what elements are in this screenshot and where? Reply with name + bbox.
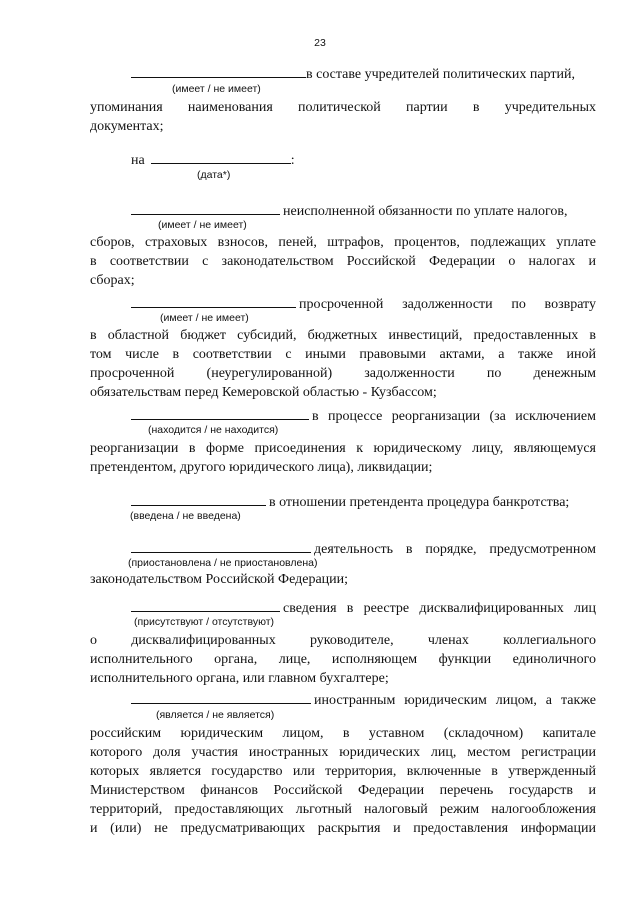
- section-9-line: которого доля участия иностранных юридических лиц, местом регистрации: [90, 745, 596, 760]
- section-4-tail: просроченной задолженности по возврату: [299, 297, 596, 312]
- section-8-line: исполнительного органа, лице, исполняющем функции единоличного: [90, 652, 596, 667]
- section-9-line: российским юридическим лицом, в уставном (складочном) капитале: [90, 726, 596, 741]
- section-tax-obligations: [90, 201, 596, 288]
- section-1-body: [90, 98, 596, 136]
- section-9-line: Министерством финансов Российской Федерации перечень государств и: [90, 783, 596, 798]
- section-3-line: в соответствии с законодательством Российской Федерации о налогах и: [90, 254, 596, 269]
- hint-suspended: (приостановлена / не приостановлена): [128, 557, 318, 569]
- section-2-prefix: на: [131, 153, 145, 168]
- section-1-line: документах;: [90, 119, 164, 134]
- hint-has: (имеет / не имеет): [160, 312, 249, 324]
- section-4-line: обязательствам перед Кемеровской областью - Кузбассом;: [90, 385, 437, 400]
- section-3-body: [90, 233, 596, 290]
- fill-blank-date[interactable]: [151, 150, 291, 164]
- section-3-tail: неисполненной обязанности по уплате налогов,: [283, 204, 568, 219]
- fill-blank-suspension[interactable]: [131, 539, 311, 553]
- section-5-line: реорганизации в форме присоединения к юридическому лицу, являющемуся: [90, 441, 596, 456]
- section-6-tail: в отношении претендента процедура банкротства;: [269, 495, 570, 510]
- section-4-line: просроченной (неурегулированной) задолженности по денежным: [90, 366, 596, 381]
- fill-blank-disqualified-registry[interactable]: [131, 598, 280, 612]
- section-9-line: территорий, предоставляющих льготный налоговый режим налогообложения: [90, 802, 596, 817]
- section-7-line: законодательством Российской Федерации;: [90, 572, 349, 587]
- section-8-body: [90, 631, 596, 688]
- hint-has: (имеет / не имеет): [172, 83, 261, 95]
- hint-is: (является / не является): [156, 709, 275, 721]
- section-5-line: претендентом, другого юридического лица), ликвидации;: [90, 460, 433, 475]
- section-foreign-entity: [90, 690, 596, 836]
- section-suspension: [90, 539, 596, 587]
- section-reorganization: [90, 406, 596, 475]
- section-1-line: упоминания наименования политической партии в учредительных: [90, 100, 596, 115]
- section-8-line: исполнительного органа, или главном бухгалтере;: [90, 671, 389, 686]
- section-disqualified-registry: [90, 598, 596, 686]
- section-bankruptcy: [90, 492, 596, 522]
- section-8-line: о дисквалифицированных руководителе, членах коллегиального: [90, 633, 596, 648]
- section-date: [90, 150, 596, 181]
- section-4-body: [90, 326, 596, 402]
- section-2-tail: :: [290, 153, 295, 168]
- hint-located: (находится / не находится): [148, 424, 279, 436]
- section-8-tail: сведения в реестре дисквалифицированных лиц: [283, 601, 596, 616]
- section-3-line: сборах;: [90, 273, 135, 288]
- fill-blank-foreign-entity[interactable]: [131, 690, 311, 704]
- hint-introduced: (введена / не введена): [130, 510, 241, 522]
- section-9-line: и (или) не предусматривающих раскрытия и предоставления информации: [90, 821, 596, 836]
- hint-date: (дата*): [197, 169, 231, 181]
- section-9-tail: иностранным юридическим лицом, а также: [314, 693, 596, 708]
- fill-blank-reorganization[interactable]: [131, 406, 309, 420]
- section-4-line: том числе в соответствии с иными правовыми актами, а также иной: [90, 347, 596, 362]
- section-7-body: [90, 570, 596, 589]
- fill-blank-has-party-founders[interactable]: [131, 64, 306, 78]
- section-9-body: [90, 724, 596, 838]
- hint-present: (присутствуют / отсутствуют): [134, 616, 275, 628]
- section-1-tail: в составе учредителей политических партий,: [306, 67, 575, 82]
- section-political-parties: [90, 64, 596, 134]
- fill-blank-bankruptcy[interactable]: [131, 492, 266, 506]
- section-9-line: которых является государство или территория, включенные в утвержденный: [90, 764, 596, 779]
- section-3-line: сборов, страховых взносов, пеней, штрафов, процентов, подлежащих уплате: [90, 235, 596, 250]
- hint-has: (имеет / не имеет): [158, 219, 247, 231]
- section-5-body: [90, 439, 596, 477]
- page-number: 23: [314, 37, 326, 49]
- fill-blank-overdue-debt[interactable]: [131, 294, 296, 308]
- section-5-tail: в процессе реорганизации (за исключением: [312, 409, 596, 424]
- section-overdue-debt: [90, 294, 596, 400]
- fill-blank-tax-obligation[interactable]: [131, 201, 280, 215]
- section-7-tail: деятельность в порядке, предусмотренном: [314, 542, 596, 557]
- section-4-line: в областной бюджет субсидий, бюджетных инвестиций, предоставленных в: [90, 328, 596, 343]
